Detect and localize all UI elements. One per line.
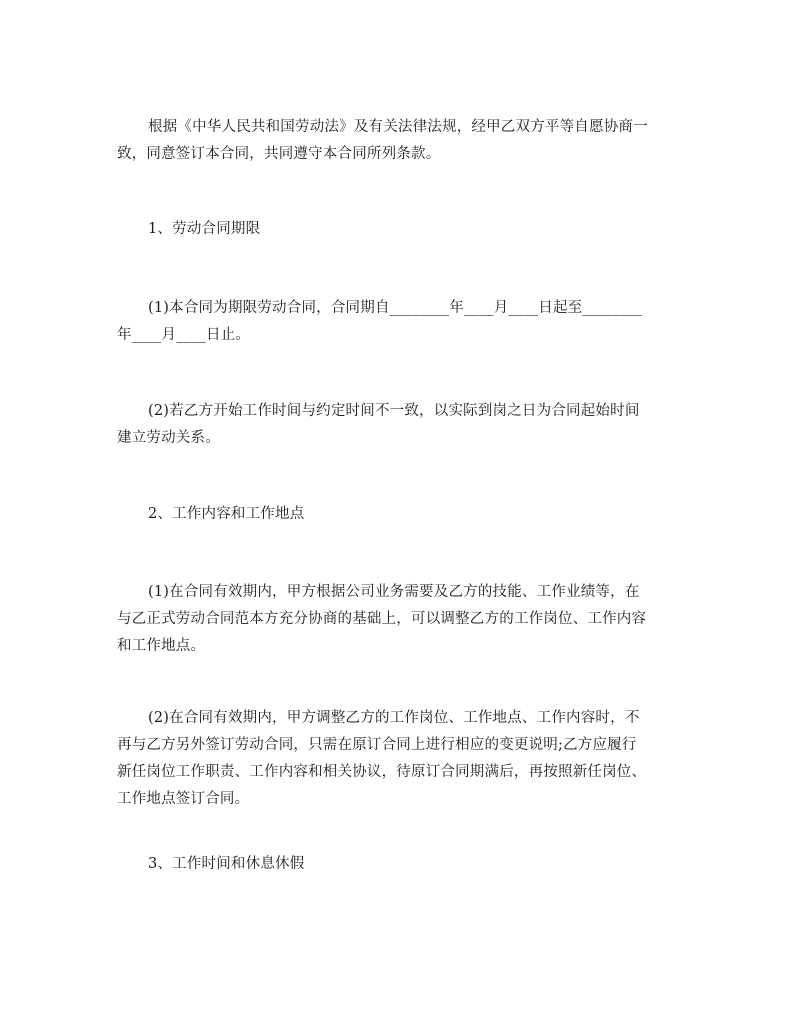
section-1-item-2 <box>117 398 683 452</box>
section-2-item-2-line-2: 再与乙方另外签订劳动合同，只需在原订合同上进行相应的变更说明;乙方应履行 <box>117 737 637 753</box>
section-1-item-1-line-2: 年____月____日止。 <box>117 327 251 343</box>
section-2-item-2-line-4: 工作地点签订合同。 <box>117 791 250 807</box>
section-1-item-1 <box>117 295 683 349</box>
section-1-item-2-line-1: (2)若乙方开始工作时间与约定时间不一致，以实际到岗之日为合同起始时间 <box>148 403 640 419</box>
section-2-item-2 <box>117 705 683 813</box>
section-1-item-2-line-2: 建立劳动关系。 <box>117 430 220 446</box>
section-2-item-1 <box>117 579 683 660</box>
section-2-heading-text: 2、工作内容和工作地点 <box>148 506 305 522</box>
intro-line-1: 根据《中华人民共和国劳动法》及有关法律法规，经甲乙双方平等自愿协商一 <box>148 119 648 135</box>
section-1-heading-text: 1、劳动合同期限 <box>148 221 261 237</box>
section-1-item-1-line-1: (1)本合同为期限劳动合同，合同期自________年____月____日起至________ <box>148 300 642 316</box>
section-3-heading-text: 3、工作时间和休息休假 <box>148 856 305 872</box>
section-2-item-2-line-3: 新任岗位工作职责、工作内容和相关协议，待原订合同期满后，再按照新任岗位、 <box>117 764 647 780</box>
section-2-heading <box>117 501 683 528</box>
section-3-heading <box>117 851 683 878</box>
section-2-item-1-line-2: 与乙正式劳动合同范本方充分协商的基础上，可以调整乙方的工作岗位、工作内容 <box>117 611 647 627</box>
section-2-item-1-line-1: (1)在合同有效期内，甲方根据公司业务需要及乙方的技能、工作业绩等，在 <box>148 584 640 600</box>
intro-line-2: 致，同意签订本合同，共同遵守本合同所列条款。 <box>117 146 441 162</box>
section-1-heading <box>117 216 683 243</box>
intro-paragraph <box>117 114 683 168</box>
section-2-item-2-line-1: (2)在合同有效期内，甲方调整乙方的工作岗位、工作地点、工作内容时，不 <box>148 710 640 726</box>
section-2-item-1-line-3: 和工作地点。 <box>117 638 206 654</box>
